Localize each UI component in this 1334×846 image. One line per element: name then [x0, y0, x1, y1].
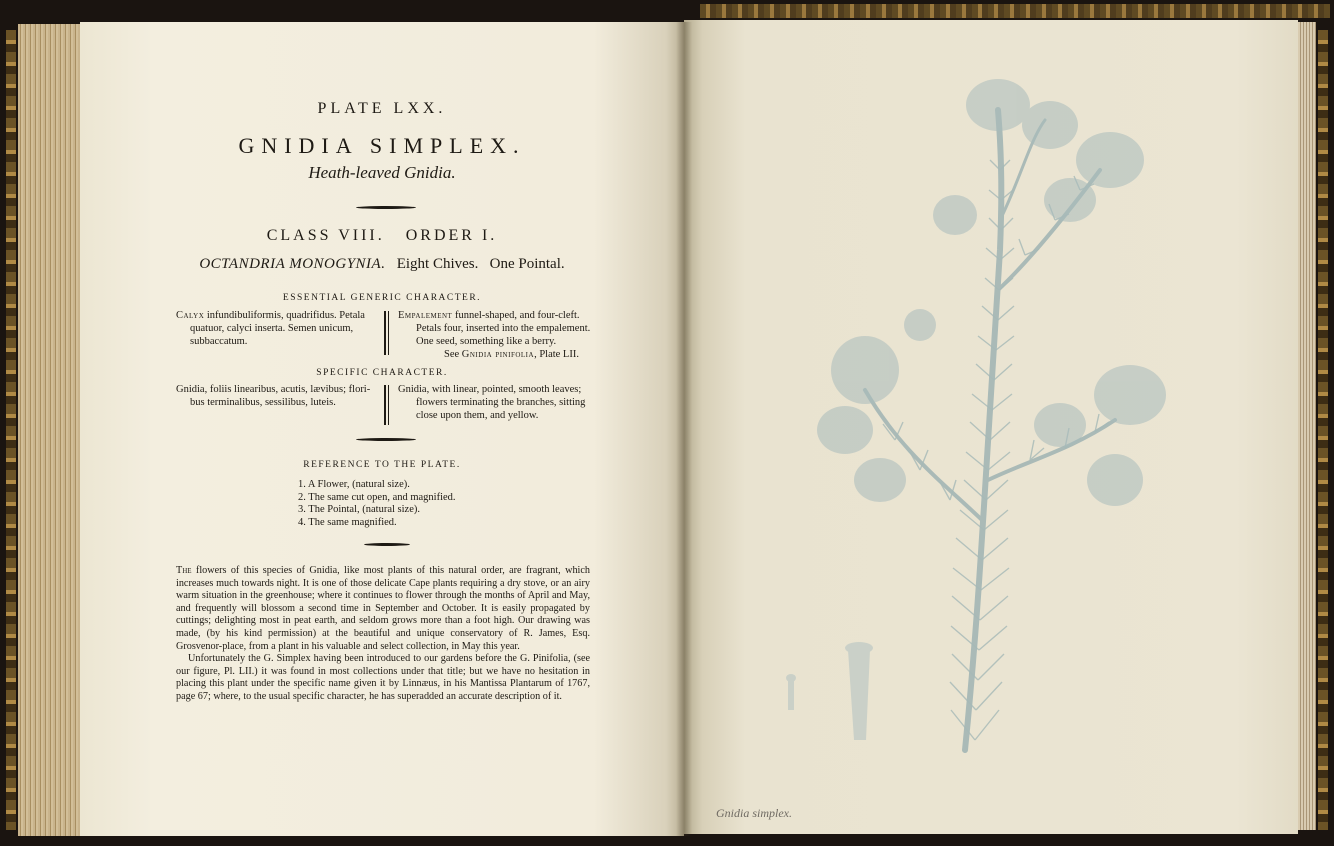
paragraph-2: Unfortunately the G. Simplex having been introduced to our gardens before the G. Pinifolia, (see our figure, Pl. LII.) it was found in most collections under that title; but we have no hesitation in placing this plant under the specific name given it by Linnæus, in his Mantissa Plantarum of 1767, page 67; where, to the usual specific character, he has superadded an accurate description of it.: [176, 653, 590, 702]
common-name: Heath-leaved Gnidia.: [308, 163, 456, 182]
column-divider: [384, 385, 386, 425]
description-text: [176, 565, 590, 704]
essential-latin-line-1: Calyx infundibuliformis, quadrifidus. Petala: [176, 310, 365, 321]
english-order: Eight Chives. One Pointal.: [396, 256, 565, 272]
ornamental-rule: [356, 438, 416, 441]
specific-english: [398, 383, 598, 422]
species-title: GNIDIA SIMPLEX.: [238, 133, 526, 158]
paragraph-1: The flowers of this species of Gnidia, like most plants of this natural order, are fragrant, which increases much towards night. It is one of those delicate Cape plants requiring a dry stove, or an airy warm situation in the greenhouse; where it continues to flower through the months of April and May, and frequently will blossom a second time in September and October. It is easily propagated by cuttings; delighting most in peat earth, and seldom grows more than a foot high. Our drawing was made, (by his kind permission) at the beautiful and unique conservatory of R. James, Esq. Grosvenor-place, from a plant in his valuable and select collection, in May this year.: [176, 565, 590, 652]
essential-latin: [176, 309, 376, 348]
empalement-lead: Empalement: [398, 310, 453, 321]
specific-english-line-2: flowers terminating the branches, sitting: [416, 397, 586, 408]
essential-english-line-1: Empalement funnel-shaped, and four-cleft.: [398, 310, 580, 321]
essential-heading: ESSENTIAL GENERIC CHARACTER.: [282, 293, 482, 303]
column-divider: [384, 311, 386, 355]
calyx-lead: Calyx: [176, 310, 205, 321]
ornamental-rule: [356, 206, 416, 209]
ornamental-rule: [364, 543, 410, 546]
gilt-border-right: [1318, 30, 1328, 830]
column-divider: [388, 311, 389, 355]
plate-number: PLATE LXX.: [317, 100, 447, 117]
specific-latin: [176, 383, 376, 409]
page-edges-right: [1298, 22, 1316, 830]
reference-item: 2. The same cut open, and magnified.: [298, 491, 456, 503]
latin-order: OCTANDRIA MONOGYNIA.: [199, 256, 386, 272]
gilt-border-top: [700, 4, 1330, 18]
specific-english-line-1: Gnidia, with linear, pointed, smooth leaves;: [398, 384, 582, 395]
reference-item: 1. A Flower, (natural size).: [298, 479, 410, 490]
column-divider: [388, 385, 389, 425]
specific-english-line-3: close upon them, and yellow.: [416, 410, 539, 421]
specific-heading: SPECIFIC CHARACTER.: [316, 368, 448, 378]
gilt-border-left: [6, 30, 16, 830]
see-reference: See Gnidia pinifolia, Plate LII.: [444, 349, 579, 360]
essential-english: [398, 309, 598, 361]
page-edges-left: [18, 24, 82, 836]
specific-latin-line-2: bus terminalibus, sessilibus, luteis.: [190, 397, 336, 408]
class-order: CLASS VIII. ORDER I.: [266, 227, 498, 244]
handwritten-caption: Gnidia simplex.: [716, 806, 792, 820]
essential-latin-line-2: quatuor, calyci inserta. Semen unicum,: [190, 323, 354, 334]
essential-latin-line-3: subbaccatum.: [190, 336, 248, 347]
specific-latin-line-1: Gnidia, foliis linearibus, acutis, lævibus; flori-: [176, 384, 371, 395]
gnidia-illustration: [770, 50, 1220, 770]
reference-heading: REFERENCE TO THE PLATE.: [303, 460, 461, 470]
linnaean-order: [80, 256, 684, 273]
reference-item: 4. The same magnified.: [298, 516, 397, 528]
essential-english-line-2: Petals four, inserted into the empalement.: [416, 323, 591, 334]
essential-english-line-3: One seed, something like a berry.: [416, 336, 557, 347]
reference-list: [298, 479, 456, 529]
reference-item: 3. The Pointal, (natural size).: [298, 504, 420, 515]
